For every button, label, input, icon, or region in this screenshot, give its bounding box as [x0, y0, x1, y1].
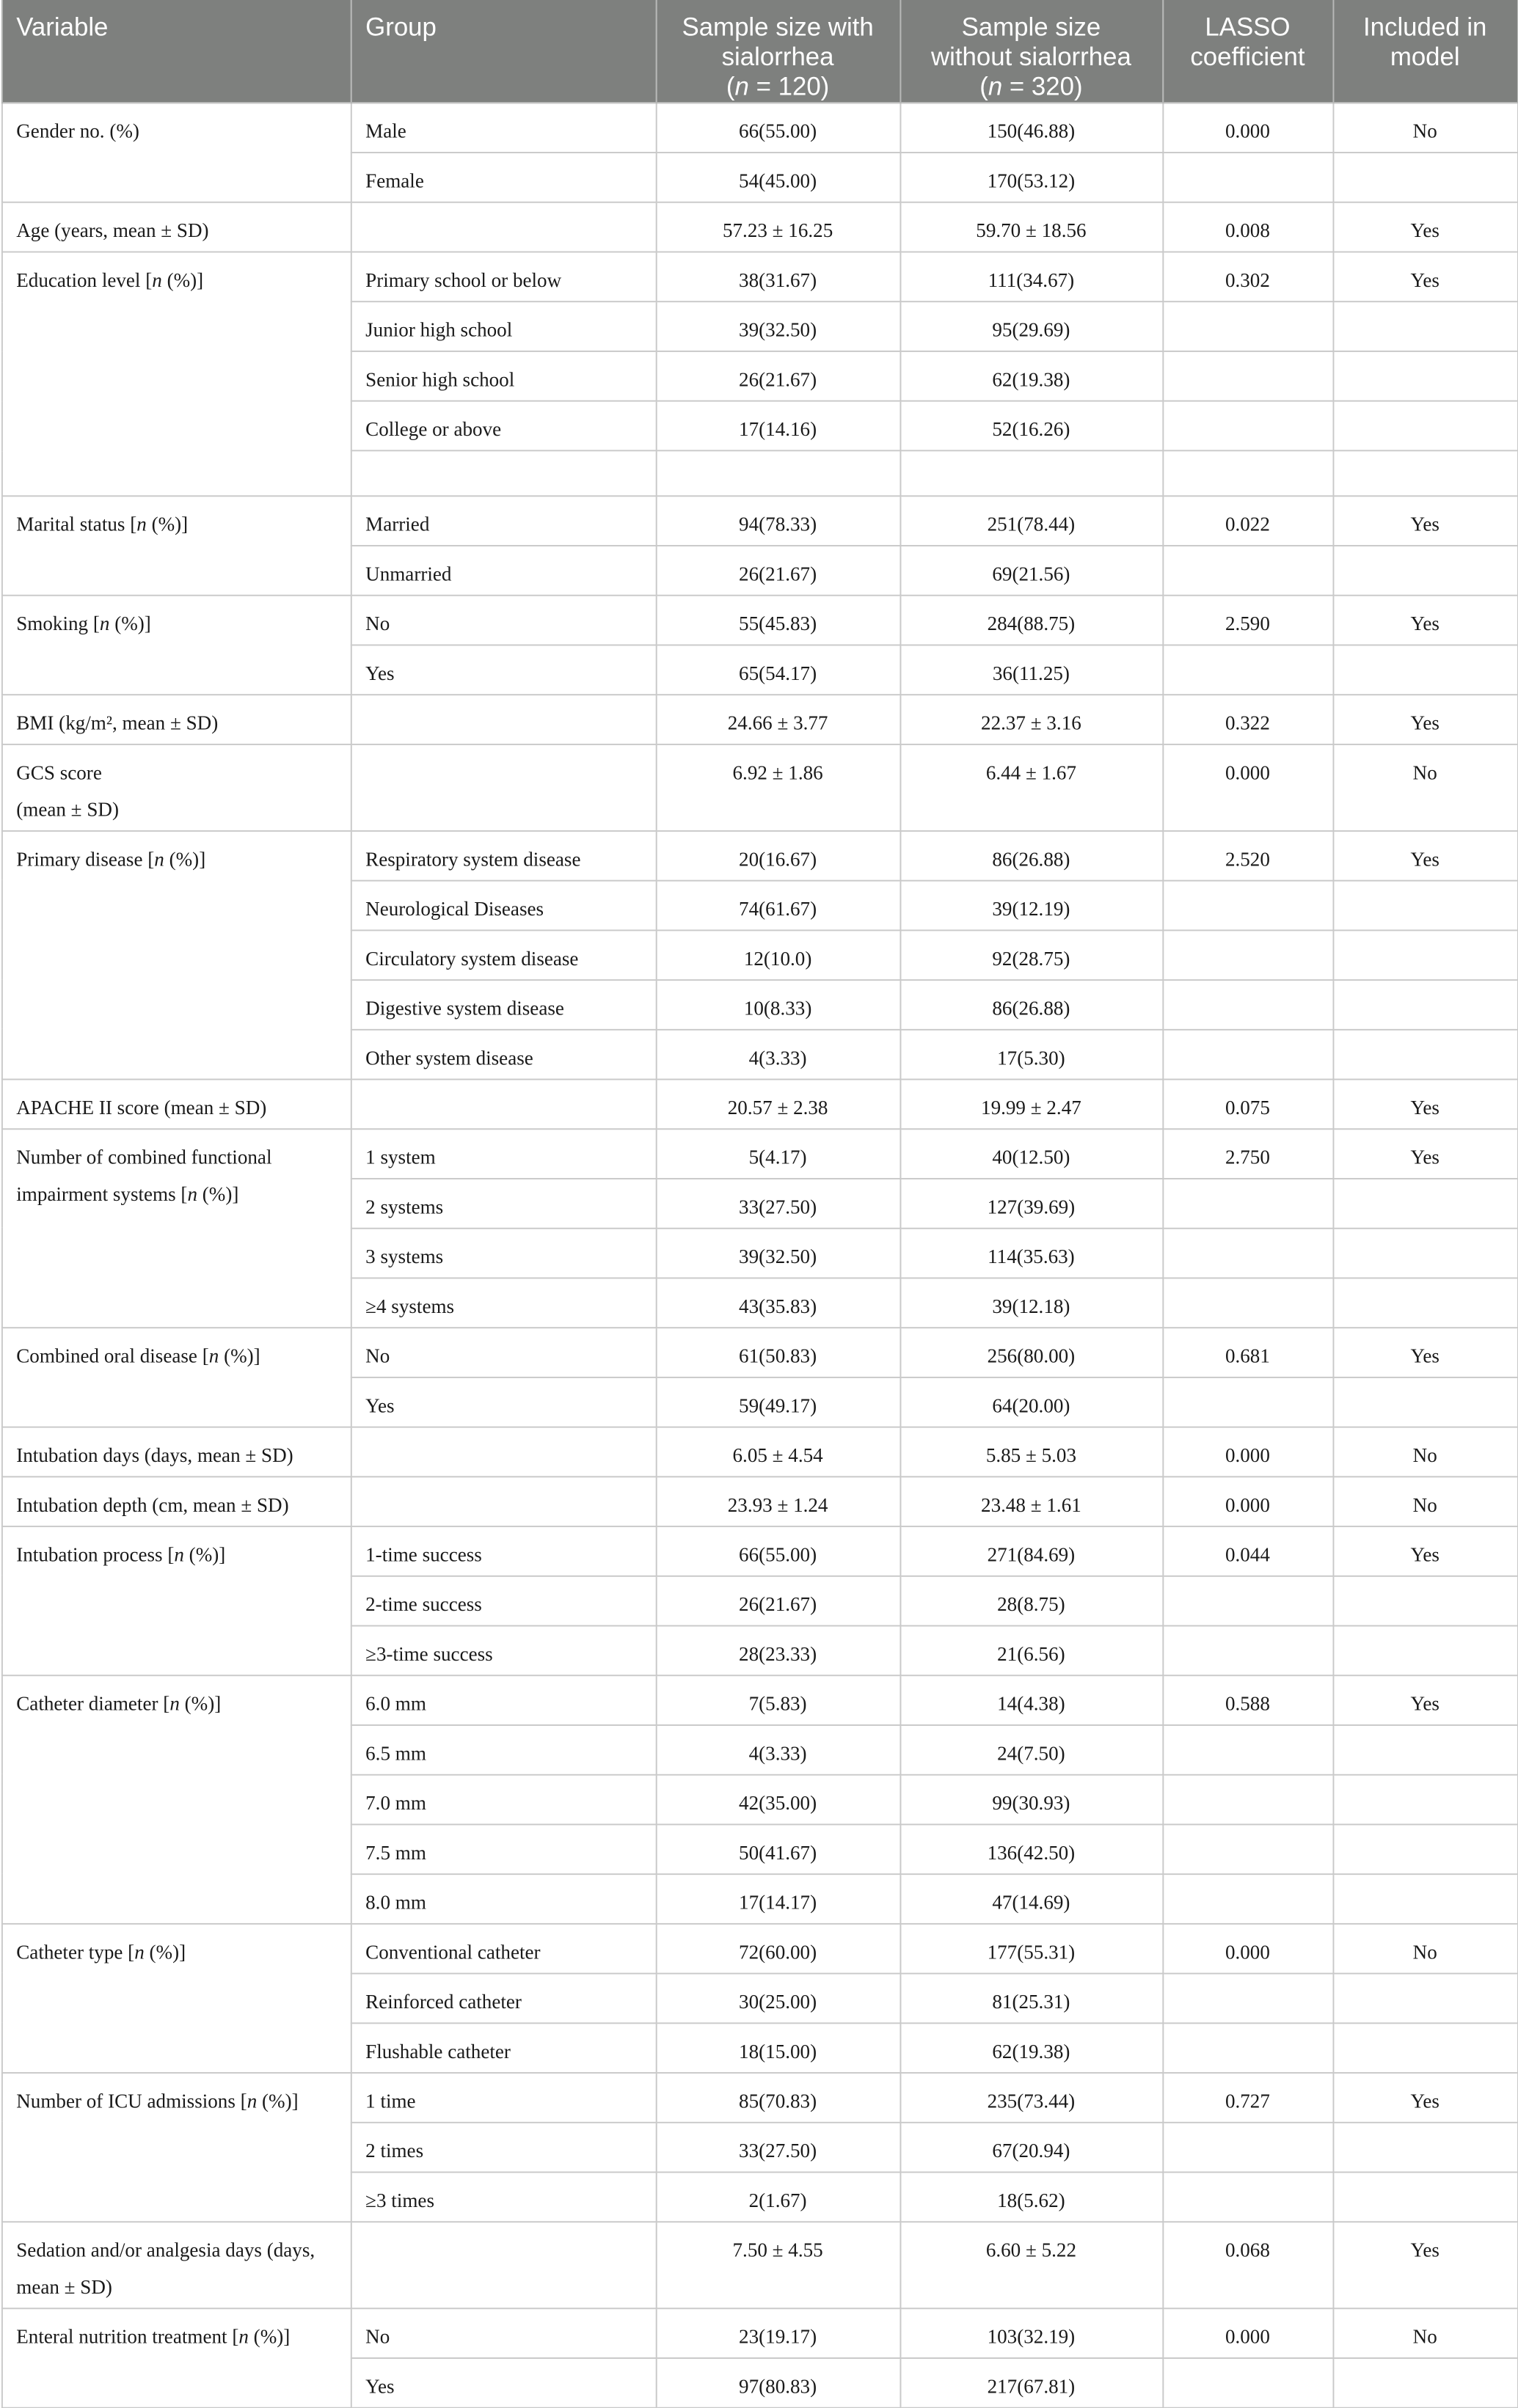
variable-cell: BMI (kg/m², mean ± SD): [1, 694, 351, 744]
header-without-n-symbol: n: [988, 72, 1003, 101]
header-without-line2: without sialorrhea: [930, 43, 1131, 71]
header-without-n-post: = 320): [1002, 72, 1083, 101]
with-sialorrhea-cell: 39(32.50): [656, 301, 900, 351]
with-sialorrhea-cell: 57.23 ± 16.25: [656, 202, 900, 252]
lasso-coefficient-cell: [1162, 1774, 1332, 1824]
with-sialorrhea-cell: 18(15.00): [656, 2023, 900, 2073]
lasso-coefficient-cell: 0.075: [1162, 1079, 1332, 1129]
without-sialorrhea-cell: 86(26.88): [900, 979, 1162, 1029]
without-sialorrhea-cell: 95(29.69): [900, 301, 1162, 351]
variable-cell: APACHE II score (mean ± SD): [1, 1079, 351, 1129]
with-sialorrhea-cell: 54(45.00): [656, 153, 900, 202]
header-included-line1: Included in: [1362, 12, 1487, 42]
without-sialorrhea-cell: 111(34.67): [900, 252, 1162, 301]
variable-cell: Education level [n (%)]: [1, 252, 351, 495]
without-sialorrhea-cell: 69(21.56): [900, 545, 1162, 595]
lasso-coefficient-cell: [1162, 1576, 1332, 1625]
header-row: [1, 0, 1517, 103]
variable-cell: GCS score (mean ± SD): [1, 744, 351, 830]
group-cell: 2 systems: [351, 1178, 656, 1228]
variable-cell: Intubation days (days, mean ± SD): [1, 1427, 351, 1476]
without-sialorrhea-cell: 36(11.25): [900, 645, 1162, 695]
variable-cell: Marital status [n (%)]: [1, 495, 351, 594]
included-in-model-cell: No: [1332, 1427, 1517, 1476]
header-included-line2: model: [1390, 43, 1460, 71]
header-with-line1: Sample size with: [682, 12, 874, 42]
included-in-model-cell: [1332, 2023, 1517, 2073]
table-row: [1, 694, 1517, 744]
with-sialorrhea-cell: 7(5.83): [656, 1675, 900, 1724]
lasso-coefficient-cell: [1162, 645, 1332, 695]
without-sialorrhea-cell: 217(67.81): [900, 2357, 1162, 2407]
group-cell: Unmarried: [351, 545, 656, 595]
with-sialorrhea-cell: 94(78.33): [656, 495, 900, 545]
without-sialorrhea-cell: 14(4.38): [900, 1675, 1162, 1724]
variable-cell: Age (years, mean ± SD): [1, 202, 351, 252]
variable-cell: Number of ICU admissions [n (%)]: [1, 2072, 351, 2221]
without-sialorrhea-cell: 59.70 ± 18.56: [900, 202, 1162, 252]
included-in-model-cell: [1332, 2357, 1517, 2407]
table-row: [1, 2221, 1517, 2308]
with-sialorrhea-cell: 5(4.17): [656, 1129, 900, 1179]
without-sialorrhea-cell: 24(7.50): [900, 1724, 1162, 1774]
with-sialorrhea-cell: 12(10.0): [656, 930, 900, 980]
group-cell: Reinforced catheter: [351, 1973, 656, 2023]
table-row: [1, 1675, 1517, 1724]
with-sialorrhea-cell: 17(14.17): [656, 1873, 900, 1923]
with-sialorrhea-cell: 50(41.67): [656, 1824, 900, 1874]
lasso-coefficient-cell: [1162, 301, 1332, 351]
without-sialorrhea-cell: 235(73.44): [900, 2072, 1162, 2122]
group-cell: 2 times: [351, 2122, 656, 2172]
with-sialorrhea-cell: 43(35.83): [656, 1278, 900, 1328]
included-in-model-cell: Yes: [1332, 2072, 1517, 2122]
header-with-n-pre: (: [726, 72, 735, 101]
lasso-coefficient-cell: [1162, 1178, 1332, 1228]
lasso-coefficient-cell: 2.590: [1162, 595, 1332, 645]
without-sialorrhea-cell: 62(19.38): [900, 2023, 1162, 2073]
without-sialorrhea-cell: 40(12.50): [900, 1129, 1162, 1179]
lasso-coefficient-cell: [1162, 1973, 1332, 2023]
group-cell: [351, 1476, 656, 1526]
variable-cell: Intubation depth (cm, mean ± SD): [1, 1476, 351, 1526]
without-sialorrhea-cell: 52(16.26): [900, 401, 1162, 451]
with-sialorrhea-cell: 7.50 ± 4.55: [656, 2221, 900, 2308]
header-included-in-model: [1332, 0, 1517, 103]
included-in-model-cell: Yes: [1332, 252, 1517, 301]
without-sialorrhea-cell: 271(84.69): [900, 1526, 1162, 1576]
header-without-line1: Sample size: [961, 12, 1101, 42]
group-cell: 6.0 mm: [351, 1675, 656, 1724]
group-cell: No: [351, 2308, 656, 2357]
group-cell: Yes: [351, 2357, 656, 2407]
without-sialorrhea-cell: 170(53.12): [900, 153, 1162, 202]
lasso-coefficient-cell: 0.681: [1162, 1327, 1332, 1377]
included-in-model-cell: [1332, 2172, 1517, 2222]
group-cell: ≥3 times: [351, 2172, 656, 2222]
variable-cell: Enteral nutrition treatment [n (%)]: [1, 2308, 351, 2407]
included-in-model-cell: [1332, 2122, 1517, 2172]
group-cell: [351, 450, 656, 495]
without-sialorrhea-cell: 19.99 ± 2.47: [900, 1079, 1162, 1129]
header-without-sialorrhea: [900, 0, 1162, 103]
lasso-coefficient-cell: [1162, 2122, 1332, 2172]
header-variable: Variable: [1, 0, 351, 103]
included-in-model-cell: [1332, 979, 1517, 1029]
with-sialorrhea-cell: 33(27.50): [656, 1178, 900, 1228]
lasso-coefficient-cell: 2.750: [1162, 1129, 1332, 1179]
with-sialorrhea-cell: 17(14.16): [656, 401, 900, 451]
group-cell: No: [351, 1327, 656, 1377]
lasso-coefficient-cell: [1162, 1278, 1332, 1328]
lasso-coefficient-cell: [1162, 401, 1332, 451]
header-lasso-coefficient: [1162, 0, 1332, 103]
with-sialorrhea-cell: 23(19.17): [656, 2308, 900, 2357]
with-sialorrhea-cell: 65(54.17): [656, 645, 900, 695]
without-sialorrhea-cell: 62(19.38): [900, 351, 1162, 401]
without-sialorrhea-cell: 67(20.94): [900, 2122, 1162, 2172]
without-sialorrhea-cell: 256(80.00): [900, 1327, 1162, 1377]
without-sialorrhea-cell: 39(12.19): [900, 880, 1162, 930]
lasso-coefficient-cell: 0.727: [1162, 2072, 1332, 2122]
table-row: [1, 1079, 1517, 1129]
included-in-model-cell: No: [1332, 2308, 1517, 2357]
with-sialorrhea-cell: 72(60.00): [656, 1923, 900, 1973]
included-in-model-cell: Yes: [1332, 830, 1517, 880]
included-in-model-cell: [1332, 1228, 1517, 1278]
with-sialorrhea-cell: 26(21.67): [656, 1576, 900, 1625]
with-sialorrhea-cell: 4(3.33): [656, 1029, 900, 1079]
lasso-coefficient-cell: [1162, 1228, 1332, 1278]
table-row: [1, 103, 1517, 153]
included-in-model-cell: [1332, 1377, 1517, 1427]
group-cell: Primary school or below: [351, 252, 656, 301]
group-cell: No: [351, 595, 656, 645]
without-sialorrhea-cell: 64(20.00): [900, 1377, 1162, 1427]
without-sialorrhea-cell: 150(46.88): [900, 103, 1162, 153]
lasso-coefficient-cell: 0.000: [1162, 744, 1332, 830]
without-sialorrhea-cell: 28(8.75): [900, 1576, 1162, 1625]
included-in-model-cell: No: [1332, 103, 1517, 153]
included-in-model-cell: [1332, 645, 1517, 695]
variable-cell: Catheter type [n (%)]: [1, 1923, 351, 2072]
table-row: [1, 252, 1517, 301]
lasso-coefficient-cell: 0.044: [1162, 1526, 1332, 1576]
table-row: [1, 2308, 1517, 2357]
included-in-model-cell: [1332, 401, 1517, 451]
group-cell: [351, 2221, 656, 2308]
included-in-model-cell: Yes: [1332, 1327, 1517, 1377]
group-cell: Neurological Diseases: [351, 880, 656, 930]
included-in-model-cell: [1332, 1774, 1517, 1824]
with-sialorrhea-cell: 61(50.83): [656, 1327, 900, 1377]
lasso-coefficient-cell: [1162, 1377, 1332, 1427]
group-cell: 2-time success: [351, 1576, 656, 1625]
lasso-coefficient-cell: 0.000: [1162, 2308, 1332, 2357]
group-cell: [351, 694, 656, 744]
included-in-model-cell: Yes: [1332, 495, 1517, 545]
lasso-coefficient-cell: [1162, 351, 1332, 401]
table-row: [1, 1327, 1517, 1377]
header-with-line2: sialorrhea: [721, 43, 834, 71]
without-sialorrhea-cell: 99(30.93): [900, 1774, 1162, 1824]
included-in-model-cell: Yes: [1332, 595, 1517, 645]
table-row: [1, 1476, 1517, 1526]
with-sialorrhea-cell: 20.57 ± 2.38: [656, 1079, 900, 1129]
with-sialorrhea-cell: 55(45.83): [656, 595, 900, 645]
group-cell: [351, 202, 656, 252]
included-in-model-cell: No: [1332, 744, 1517, 830]
included-in-model-cell: Yes: [1332, 694, 1517, 744]
lasso-coefficient-cell: [1162, 1724, 1332, 1774]
included-in-model-cell: [1332, 1973, 1517, 2023]
variables-table: [1, 0, 1518, 2408]
variable-cell: Intubation process [n (%)]: [1, 1526, 351, 1675]
group-cell: Other system disease: [351, 1029, 656, 1079]
with-sialorrhea-cell: 24.66 ± 3.77: [656, 694, 900, 744]
table-row: [1, 1923, 1517, 1973]
without-sialorrhea-cell: 39(12.18): [900, 1278, 1162, 1328]
included-in-model-cell: [1332, 880, 1517, 930]
group-cell: College or above: [351, 401, 656, 451]
without-sialorrhea-cell: 177(55.31): [900, 1923, 1162, 1973]
with-sialorrhea-cell: 2(1.67): [656, 2172, 900, 2222]
group-cell: Junior high school: [351, 301, 656, 351]
without-sialorrhea-cell: 17(5.30): [900, 1029, 1162, 1079]
group-cell: ≥3-time success: [351, 1625, 656, 1675]
without-sialorrhea-cell: 103(32.19): [900, 2308, 1162, 2357]
included-in-model-cell: [1332, 1724, 1517, 1774]
lasso-coefficient-cell: [1162, 979, 1332, 1029]
included-in-model-cell: Yes: [1332, 1079, 1517, 1129]
lasso-coefficient-cell: 0.000: [1162, 103, 1332, 153]
with-sialorrhea-cell: 26(21.67): [656, 351, 900, 401]
with-sialorrhea-cell: 26(21.67): [656, 545, 900, 595]
with-sialorrhea-cell: 42(35.00): [656, 1774, 900, 1824]
included-in-model-cell: [1332, 1824, 1517, 1874]
without-sialorrhea-cell: 47(14.69): [900, 1873, 1162, 1923]
variable-cell: Smoking [n (%)]: [1, 595, 351, 694]
with-sialorrhea-cell: 28(23.33): [656, 1625, 900, 1675]
included-in-model-cell: [1332, 1873, 1517, 1923]
without-sialorrhea-cell: 251(78.44): [900, 495, 1162, 545]
lasso-coefficient-cell: 0.068: [1162, 2221, 1332, 2308]
group-cell: 7.5 mm: [351, 1824, 656, 1874]
variable-cell: Primary disease [n (%)]: [1, 830, 351, 1079]
without-sialorrhea-cell: 21(6.56): [900, 1625, 1162, 1675]
included-in-model-cell: [1332, 1576, 1517, 1625]
group-cell: 1 time: [351, 2072, 656, 2122]
lasso-coefficient-cell: [1162, 1824, 1332, 1874]
lasso-coefficient-cell: 0.302: [1162, 252, 1332, 301]
with-sialorrhea-cell: 33(27.50): [656, 2122, 900, 2172]
without-sialorrhea-cell: 5.85 ± 5.03: [900, 1427, 1162, 1476]
header-lasso-line2: coefficient: [1190, 43, 1305, 71]
included-in-model-cell: Yes: [1332, 1129, 1517, 1179]
table-row: [1, 744, 1517, 830]
with-sialorrhea-cell: 6.92 ± 1.86: [656, 744, 900, 830]
included-in-model-cell: Yes: [1332, 1526, 1517, 1576]
group-cell: [351, 1427, 656, 1476]
included-in-model-cell: [1332, 301, 1517, 351]
included-in-model-cell: Yes: [1332, 1675, 1517, 1724]
lasso-coefficient-cell: 0.588: [1162, 1675, 1332, 1724]
with-sialorrhea-cell: 20(16.67): [656, 830, 900, 880]
table-row: [1, 595, 1517, 645]
header-group: Group: [351, 0, 656, 103]
with-sialorrhea-cell: 10(8.33): [656, 979, 900, 1029]
with-sialorrhea-cell: 6.05 ± 4.54: [656, 1427, 900, 1476]
with-sialorrhea-cell: 38(31.67): [656, 252, 900, 301]
without-sialorrhea-cell: 127(39.69): [900, 1178, 1162, 1228]
group-cell: 6.5 mm: [351, 1724, 656, 1774]
lasso-coefficient-cell: 0.000: [1162, 1923, 1332, 1973]
header-without-n-pre: (: [979, 72, 988, 101]
with-sialorrhea-cell: 30(25.00): [656, 1973, 900, 2023]
group-cell: Flushable catheter: [351, 2023, 656, 2073]
group-cell: 7.0 mm: [351, 1774, 656, 1824]
with-sialorrhea-cell: 4(3.33): [656, 1724, 900, 1774]
variable-cell: Catheter diameter [n (%)]: [1, 1675, 351, 1923]
without-sialorrhea-cell: 6.44 ± 1.67: [900, 744, 1162, 830]
lasso-coefficient-cell: 2.520: [1162, 830, 1332, 880]
with-sialorrhea-cell: 59(49.17): [656, 1377, 900, 1427]
lasso-coefficient-cell: [1162, 1625, 1332, 1675]
variable-cell: Gender no. (%): [1, 103, 351, 202]
without-sialorrhea-cell: 6.60 ± 5.22: [900, 2221, 1162, 2308]
lasso-coefficient-cell: 0.000: [1162, 1427, 1332, 1476]
group-cell: Yes: [351, 1377, 656, 1427]
lasso-coefficient-cell: [1162, 2357, 1332, 2407]
group-cell: 1-time success: [351, 1526, 656, 1576]
lasso-coefficient-cell: [1162, 2172, 1332, 2222]
lasso-coefficient-cell: [1162, 2023, 1332, 2073]
group-cell: Circulatory system disease: [351, 930, 656, 980]
group-cell: [351, 744, 656, 830]
lasso-coefficient-cell: [1162, 880, 1332, 930]
table-row: [1, 2072, 1517, 2122]
table-row: [1, 1129, 1517, 1179]
without-sialorrhea-cell: 92(28.75): [900, 930, 1162, 980]
with-sialorrhea-cell: 97(80.83): [656, 2357, 900, 2407]
header-with-n-post: = 120): [748, 72, 830, 101]
table-row: [1, 830, 1517, 880]
group-cell: Male: [351, 103, 656, 153]
lasso-coefficient-cell: 0.000: [1162, 1476, 1332, 1526]
group-cell: Conventional catheter: [351, 1923, 656, 1973]
included-in-model-cell: No: [1332, 1476, 1517, 1526]
included-in-model-cell: [1332, 1625, 1517, 1675]
lasso-coefficient-cell: [1162, 1029, 1332, 1079]
included-in-model-cell: [1332, 1178, 1517, 1228]
with-sialorrhea-cell: 23.93 ± 1.24: [656, 1476, 900, 1526]
with-sialorrhea-cell: 66(55.00): [656, 1526, 900, 1576]
with-sialorrhea-cell: 74(61.67): [656, 880, 900, 930]
included-in-model-cell: [1332, 351, 1517, 401]
group-cell: Respiratory system disease: [351, 830, 656, 880]
table-row: [1, 1427, 1517, 1476]
with-sialorrhea-cell: 85(70.83): [656, 2072, 900, 2122]
group-cell: Yes: [351, 645, 656, 695]
included-in-model-cell: [1332, 1278, 1517, 1328]
variable-cell: Combined oral disease [n (%)]: [1, 1327, 351, 1426]
without-sialorrhea-cell: 86(26.88): [900, 830, 1162, 880]
with-sialorrhea-cell: 66(55.00): [656, 103, 900, 153]
group-cell: Digestive system disease: [351, 979, 656, 1029]
without-sialorrhea-cell: 81(25.31): [900, 1973, 1162, 2023]
lasso-coefficient-cell: [1162, 545, 1332, 595]
variable-cell: Sedation and/or analgesia days (days, mean ± SD): [1, 2221, 351, 2308]
group-cell: Married: [351, 495, 656, 545]
included-in-model-cell: [1332, 545, 1517, 595]
without-sialorrhea-cell: 284(88.75): [900, 595, 1162, 645]
lasso-coefficient-cell: 0.322: [1162, 694, 1332, 744]
without-sialorrhea-cell: [900, 450, 1162, 495]
lasso-coefficient-cell: 0.008: [1162, 202, 1332, 252]
table-row: [1, 495, 1517, 545]
without-sialorrhea-cell: 114(35.63): [900, 1228, 1162, 1278]
group-cell: 8.0 mm: [351, 1873, 656, 1923]
included-in-model-cell: No: [1332, 1923, 1517, 1973]
table-body: [1, 103, 1517, 2407]
group-cell: ≥4 systems: [351, 1278, 656, 1328]
without-sialorrhea-cell: 22.37 ± 3.16: [900, 694, 1162, 744]
group-cell: [351, 1079, 656, 1129]
table-row: [1, 1526, 1517, 1576]
without-sialorrhea-cell: 18(5.62): [900, 2172, 1162, 2222]
without-sialorrhea-cell: 136(42.50): [900, 1824, 1162, 1874]
included-in-model-cell: [1332, 930, 1517, 980]
group-cell: Female: [351, 153, 656, 202]
included-in-model-cell: [1332, 1029, 1517, 1079]
included-in-model-cell: [1332, 153, 1517, 202]
header-with-sialorrhea: [656, 0, 900, 103]
lasso-coefficient-cell: [1162, 1873, 1332, 1923]
group-cell: Senior high school: [351, 351, 656, 401]
lasso-coefficient-cell: [1162, 153, 1332, 202]
lasso-coefficient-cell: [1162, 450, 1332, 495]
with-sialorrhea-cell: [656, 450, 900, 495]
included-in-model-cell: Yes: [1332, 202, 1517, 252]
table-row: [1, 202, 1517, 252]
header-with-n-symbol: n: [734, 72, 749, 101]
variable-cell: Number of combined functional impairment systems [n (%)]: [1, 1129, 351, 1328]
group-cell: 3 systems: [351, 1228, 656, 1278]
lasso-coefficient-cell: [1162, 930, 1332, 980]
included-in-model-cell: [1332, 450, 1517, 495]
without-sialorrhea-cell: 23.48 ± 1.61: [900, 1476, 1162, 1526]
header-lasso-line1: LASSO: [1205, 12, 1291, 42]
included-in-model-cell: Yes: [1332, 2221, 1517, 2308]
group-cell: 1 system: [351, 1129, 656, 1179]
with-sialorrhea-cell: 39(32.50): [656, 1228, 900, 1278]
lasso-coefficient-cell: 0.022: [1162, 495, 1332, 545]
